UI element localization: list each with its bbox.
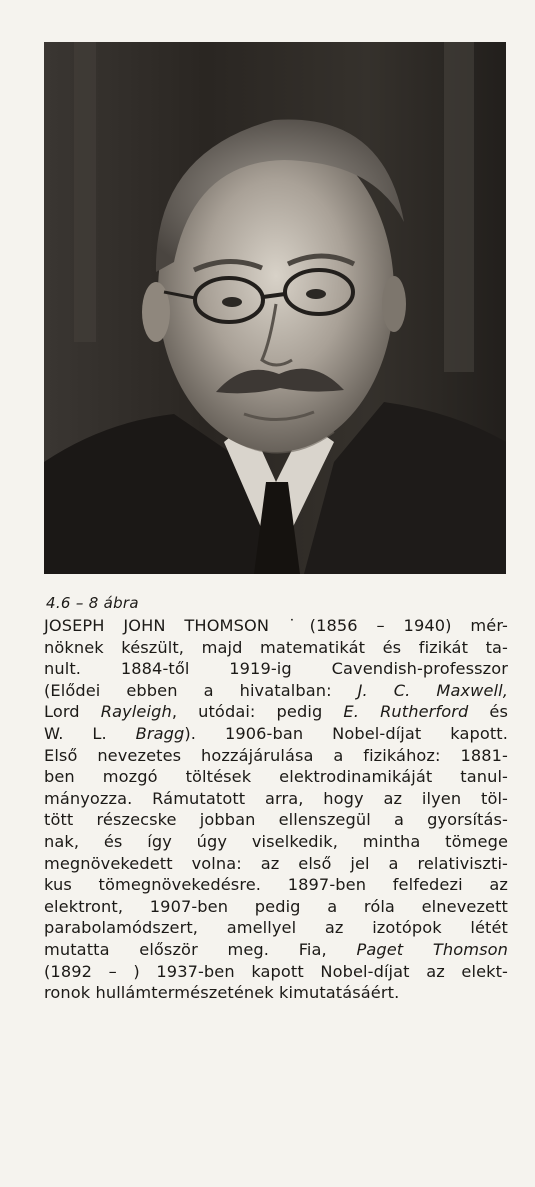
caption-line bbox=[44, 853, 508, 875]
caption-text: nult. 1884-től 1919-ig Cavendish-professzor bbox=[44, 659, 508, 679]
caption-line bbox=[44, 809, 508, 831]
caption-text: Lord bbox=[44, 702, 101, 722]
caption-italic-text: Bragg bbox=[135, 723, 185, 743]
caption-text: nak, és így úgy viselkedik, mintha tömege bbox=[44, 831, 508, 851]
caption-text: kus tömegnövekedésre. 1897-ben felfedezi az bbox=[44, 875, 508, 895]
caption-body bbox=[44, 615, 508, 1004]
caption-italic-text: Rayleigh bbox=[100, 702, 172, 722]
caption-italic-text: E. Rutherford bbox=[343, 702, 469, 722]
caption-text: ronok hullámtermészetének kimutatásáért. bbox=[44, 983, 400, 1003]
caption-text: (Elődei ebben a hivatalban: bbox=[44, 680, 358, 700]
caption-text: megnövekedett volna: az első jel a relativiszti- bbox=[44, 853, 508, 873]
caption-line bbox=[44, 917, 508, 939]
caption-text: tött részecske jobban ellenszegül a gyorsítás- bbox=[44, 810, 508, 830]
caption-text: mányozza. Rámutatott arra, hogy az ilyen töl- bbox=[44, 788, 508, 808]
caption-text: , utódai: pedig bbox=[171, 702, 344, 722]
caption-line bbox=[44, 723, 508, 745]
caption-line bbox=[44, 680, 508, 702]
caption-text: Első nevezetes hozzájárulása a fizikához: 1881- bbox=[44, 745, 508, 765]
caption-line bbox=[44, 896, 508, 918]
caption-line bbox=[44, 701, 508, 723]
caption-text: ben mozgó töltések elektrodinamikáját tanul- bbox=[44, 767, 508, 787]
caption-line bbox=[44, 658, 508, 680]
caption-line bbox=[44, 766, 508, 788]
caption-italic-text: Paget Thomson bbox=[356, 939, 508, 959]
caption-line bbox=[44, 961, 508, 983]
caption-text: W. L. bbox=[44, 723, 136, 743]
caption-line bbox=[44, 637, 508, 659]
caption-line bbox=[44, 874, 508, 896]
caption-text: parabolamódszert, amellyel az izotópok létét bbox=[44, 918, 508, 938]
caption-text: nöknek készült, majd matematikát és fizikát ta- bbox=[44, 637, 508, 657]
caption-text: (1892 – ) 1937-ben kapott Nobel-díjat az elekt- bbox=[44, 961, 508, 981]
caption-text: elektront, 1907-ben pedig a róla elnevezett bbox=[44, 896, 508, 916]
caption-text: ). 1906-ban Nobel-díjat kapott. bbox=[184, 723, 508, 743]
caption-line bbox=[44, 745, 508, 767]
caption-line bbox=[44, 615, 508, 637]
portrait-image bbox=[44, 42, 506, 574]
caption-line bbox=[44, 982, 508, 1004]
caption-text: mutatta először meg. Fia, bbox=[44, 939, 357, 959]
caption-line bbox=[44, 831, 508, 853]
caption-line bbox=[44, 788, 508, 810]
caption-italic-text: J. C. Maxwell, bbox=[357, 680, 508, 700]
portrait-photo bbox=[44, 42, 506, 574]
caption-line bbox=[44, 939, 508, 961]
caption-text: JOSEPH JOHN THOMSON ˙(1856 – 1940) mér- bbox=[44, 616, 508, 635]
figure-number: 4.6 – 8 ábra bbox=[46, 594, 139, 612]
caption-text: és bbox=[468, 702, 508, 722]
figure-caption bbox=[44, 594, 508, 1004]
